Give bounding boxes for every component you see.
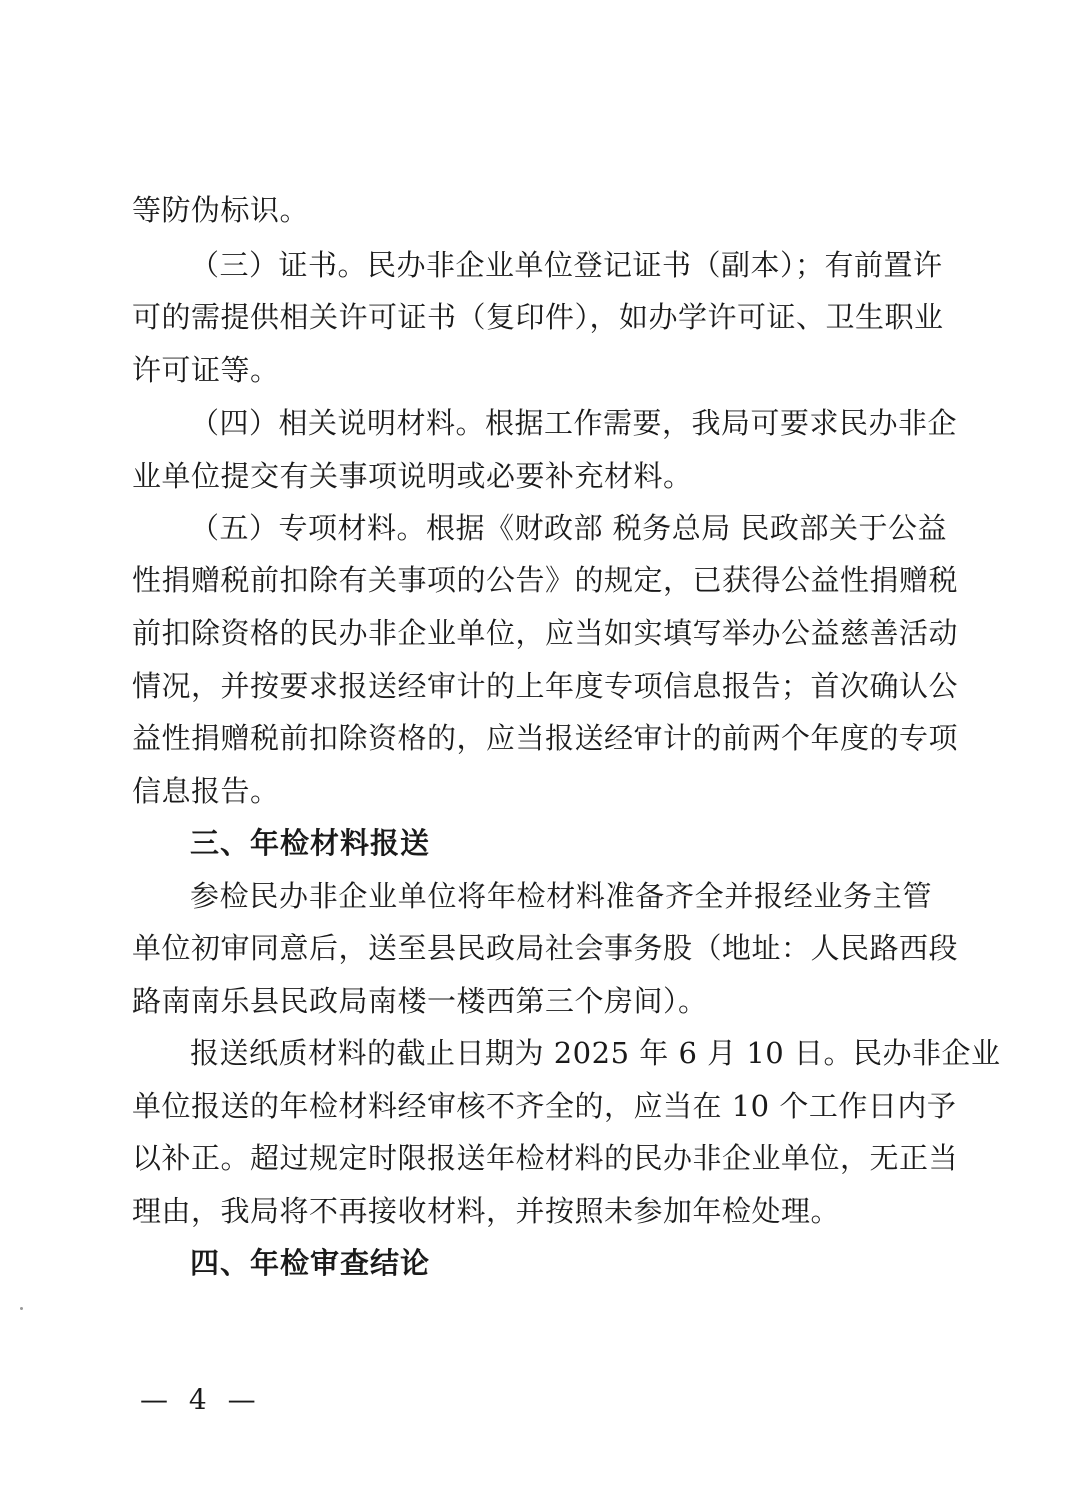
paragraph-line: 报送纸质材料的截止日期为 2025 年 6 月 10 日。民办非企业: [190, 1036, 1001, 1070]
paragraph-line: 信息报告。: [132, 774, 280, 808]
paragraph-line: 单位报送的年检材料经审核不齐全的，应当在 10 个工作日内予: [132, 1089, 957, 1123]
paragraph-line: 理由，我局将不再接收材料，并按照未参加年检处理。: [132, 1194, 841, 1228]
paragraph-line: 单位初审同意后，送至县民政局社会事务股（地址：人民路西段: [132, 931, 959, 965]
paragraph-line: （四）相关说明材料。根据工作需要，我局可要求民办非企: [190, 406, 958, 440]
scan-speck: [20, 1307, 23, 1310]
paragraph-line: 以补正。超过规定时限报送年检材料的民办非企业单位，无正当: [132, 1141, 959, 1175]
paragraph-line: 等防伪标识。: [132, 193, 310, 227]
section-heading: 四、年检审查结论: [190, 1246, 431, 1280]
paragraph-line: （三）证书。民办非企业单位登记证书（副本）；有前置许: [190, 248, 943, 282]
paragraph-line: 参检民办非企业单位将年检材料准备齐全并报经业务主管: [190, 879, 932, 913]
paragraph-line: 益性捐赠税前扣除资格的，应当报送经审计的前两个年度的专项: [132, 721, 959, 755]
paragraph-line: 路南南乐县民政局南楼一楼西第三个房间）。: [132, 984, 708, 1018]
section-heading: 三、年检材料报送: [190, 826, 431, 860]
paragraph-line: 性捐赠税前扣除有关事项的公告》的规定，已获得公益性捐赠税: [132, 563, 959, 597]
paragraph-line: 业单位提交有关事项说明或必要补充材料。: [132, 459, 693, 493]
paragraph-line: 可的需提供相关许可证书（复印件），如办学许可证、卫生职业: [132, 300, 944, 334]
paragraph-line: 前扣除资格的民办非企业单位，应当如实填写举办公益慈善活动: [132, 616, 959, 650]
paragraph-line: 情况，并按要求报送经审计的上年度专项信息报告；首次确认公: [132, 669, 959, 703]
page-number: — 4 —: [140, 1383, 262, 1416]
paragraph-line: （五）专项材料。根据《财政部 税务总局 民政部关于公益: [190, 511, 947, 545]
paragraph-line: 许可证等。: [132, 353, 280, 387]
